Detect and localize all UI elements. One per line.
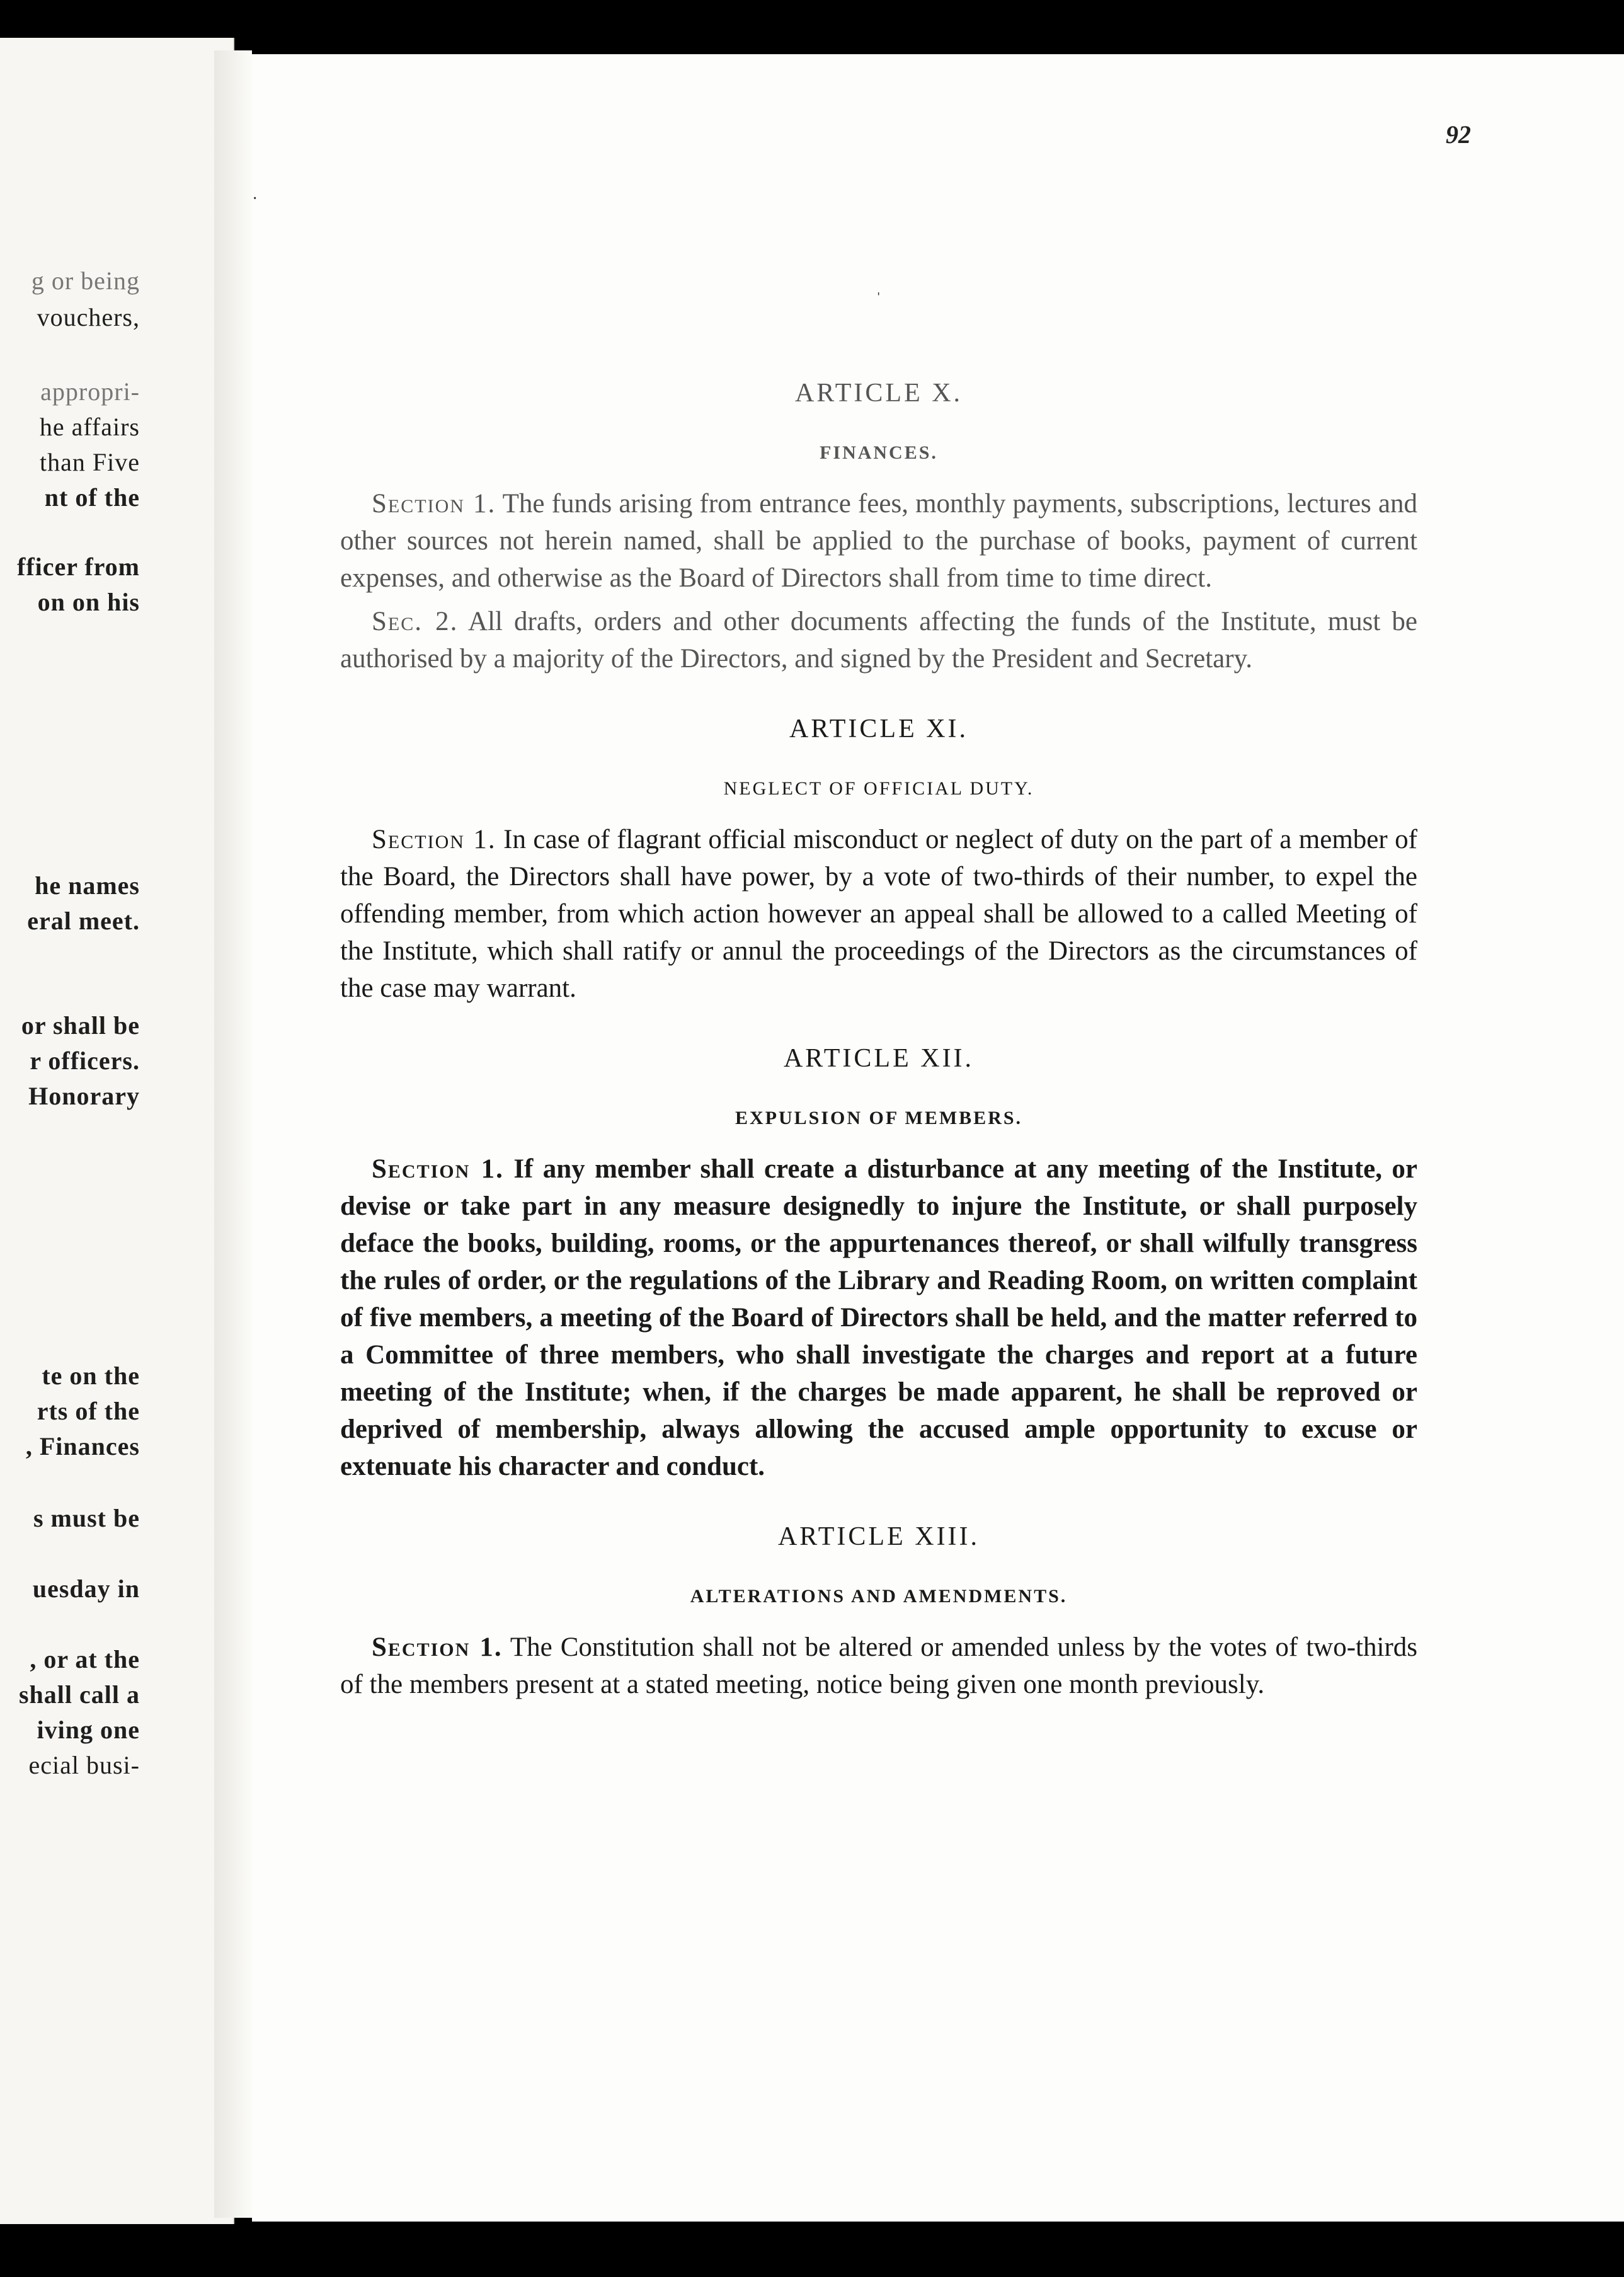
left-page-fragment: than Five: [40, 448, 140, 476]
article-subtitle: EXPULSION OF MEMBERS.: [735, 1108, 1023, 1128]
left-page-fragment: Honorary: [28, 1082, 140, 1110]
print-speck: ˈ: [876, 290, 882, 309]
left-page-fragment: rts of the: [37, 1397, 140, 1425]
section-text: The Constitution shall not be altered or amended unless by the votes of two-thirds of the members present at a stated meeting, notice being given one month previously.: [340, 1632, 1418, 1699]
left-page-fragment: g or being: [31, 267, 140, 295]
document-body: [340, 378, 1417, 1740]
section-text: If any member shall create a disturbance at any meeting of the Institute, or devise or take part in any measure designedly to injure the Institute, or shall purposely deface the books, building, rooms, or the appurtenances thereof, or shall wilfully transgress the rules of order, or the regulations of the Library and Reading Room, on written complaint of five members, a meeting of the Board of Directors shall be held, and the matter referred to a Committee of three members, who shall investigate the charges and report at a future meeting of the Institute; when, if the charges be made apparent, he shall be reproved or deprived of membership, always allowing the accused ample opportunity to excuse or extenuate his character and conduct.: [340, 1154, 1417, 1481]
article-subtitle: NEGLECT OF OFFICIAL DUTY.: [723, 778, 1034, 799]
section-lead: Section 1.: [372, 1632, 503, 1662]
book-gutter: [214, 50, 252, 2218]
article-title: ARTICLE XIII.: [777, 1522, 980, 1551]
section-lead: Sec. 2.: [372, 607, 459, 636]
facing-page-left: [0, 38, 234, 2224]
left-page-fragment: te on the: [42, 1362, 140, 1390]
left-page-fragment: nt of the: [44, 483, 140, 512]
article-10: [340, 378, 1417, 677]
section-lead: Section 1.: [372, 1154, 504, 1184]
article-12: [340, 1043, 1417, 1485]
section-lead: Section 1.: [372, 489, 496, 519]
article-paragraph: [340, 485, 1417, 597]
article-paragraph: [340, 1629, 1417, 1703]
article-subtitle: ALTERATIONS AND AMENDMENTS.: [690, 1586, 1068, 1607]
left-page-fragment: eral meet.: [27, 907, 140, 935]
left-page-fragment: fficer from: [17, 553, 140, 581]
left-page-fragment: vouchers,: [37, 303, 140, 331]
print-speck: ·: [252, 189, 258, 209]
left-page-fragment: r officers.: [30, 1047, 140, 1075]
left-page-fragment: uesday in: [32, 1574, 140, 1603]
left-page-fragment: he names: [35, 871, 140, 900]
article-13: [340, 1522, 1417, 1703]
left-page-fragment: iving one: [37, 1716, 140, 1744]
left-page-fragment: shall call a: [18, 1680, 140, 1709]
section-lead: Section 1.: [372, 825, 496, 854]
left-page-fragment: he affairs: [39, 413, 140, 441]
article-paragraph: [340, 603, 1417, 677]
article-title: ARTICLE XII.: [783, 1044, 975, 1073]
article-paragraph: [340, 821, 1417, 1007]
left-page-fragment: , or at the: [30, 1645, 140, 1673]
article-title: ARTICLE X.: [794, 379, 963, 408]
article-subtitle: FINANCES.: [820, 442, 938, 463]
section-text: In case of flagrant official misconduct or neglect of duty on the part of a member of the Board, the Directors shall have power, by a vote of two-thirds of their number, to expel the offending member, from which action however an appeal shall be allowed to a called Meeting of the Institute, which shall ratify or annul the proceedings of the Directors as the circumstances of the case may warrant.: [340, 825, 1417, 1003]
section-text: All drafts, orders and other documents affecting the funds of the Institute, must be authorised by a majority of the Directors, and signed by the President and Secretary.: [340, 607, 1418, 674]
left-page-fragment: , Finances: [25, 1432, 140, 1460]
left-page-fragment: on on his: [37, 588, 140, 616]
article-paragraph: [340, 1150, 1417, 1485]
page-number: 92: [1446, 120, 1471, 149]
article-title: ARTICLE XI.: [789, 714, 969, 743]
left-page-fragment: s must be: [33, 1504, 140, 1532]
left-page-fragment: ecial busi-: [28, 1751, 140, 1779]
article-11: [340, 714, 1417, 1007]
left-page-fragment: appropri-: [40, 377, 140, 406]
section-text: The funds arising from entrance fees, monthly payments, subscriptions, lectures and other sources not herein named, shall be applied to the purchase of books, payment of current expenses, and otherwise as the Board of Directors shall from time to time direct.: [340, 489, 1418, 593]
left-page-fragment: or shall be: [21, 1011, 140, 1040]
